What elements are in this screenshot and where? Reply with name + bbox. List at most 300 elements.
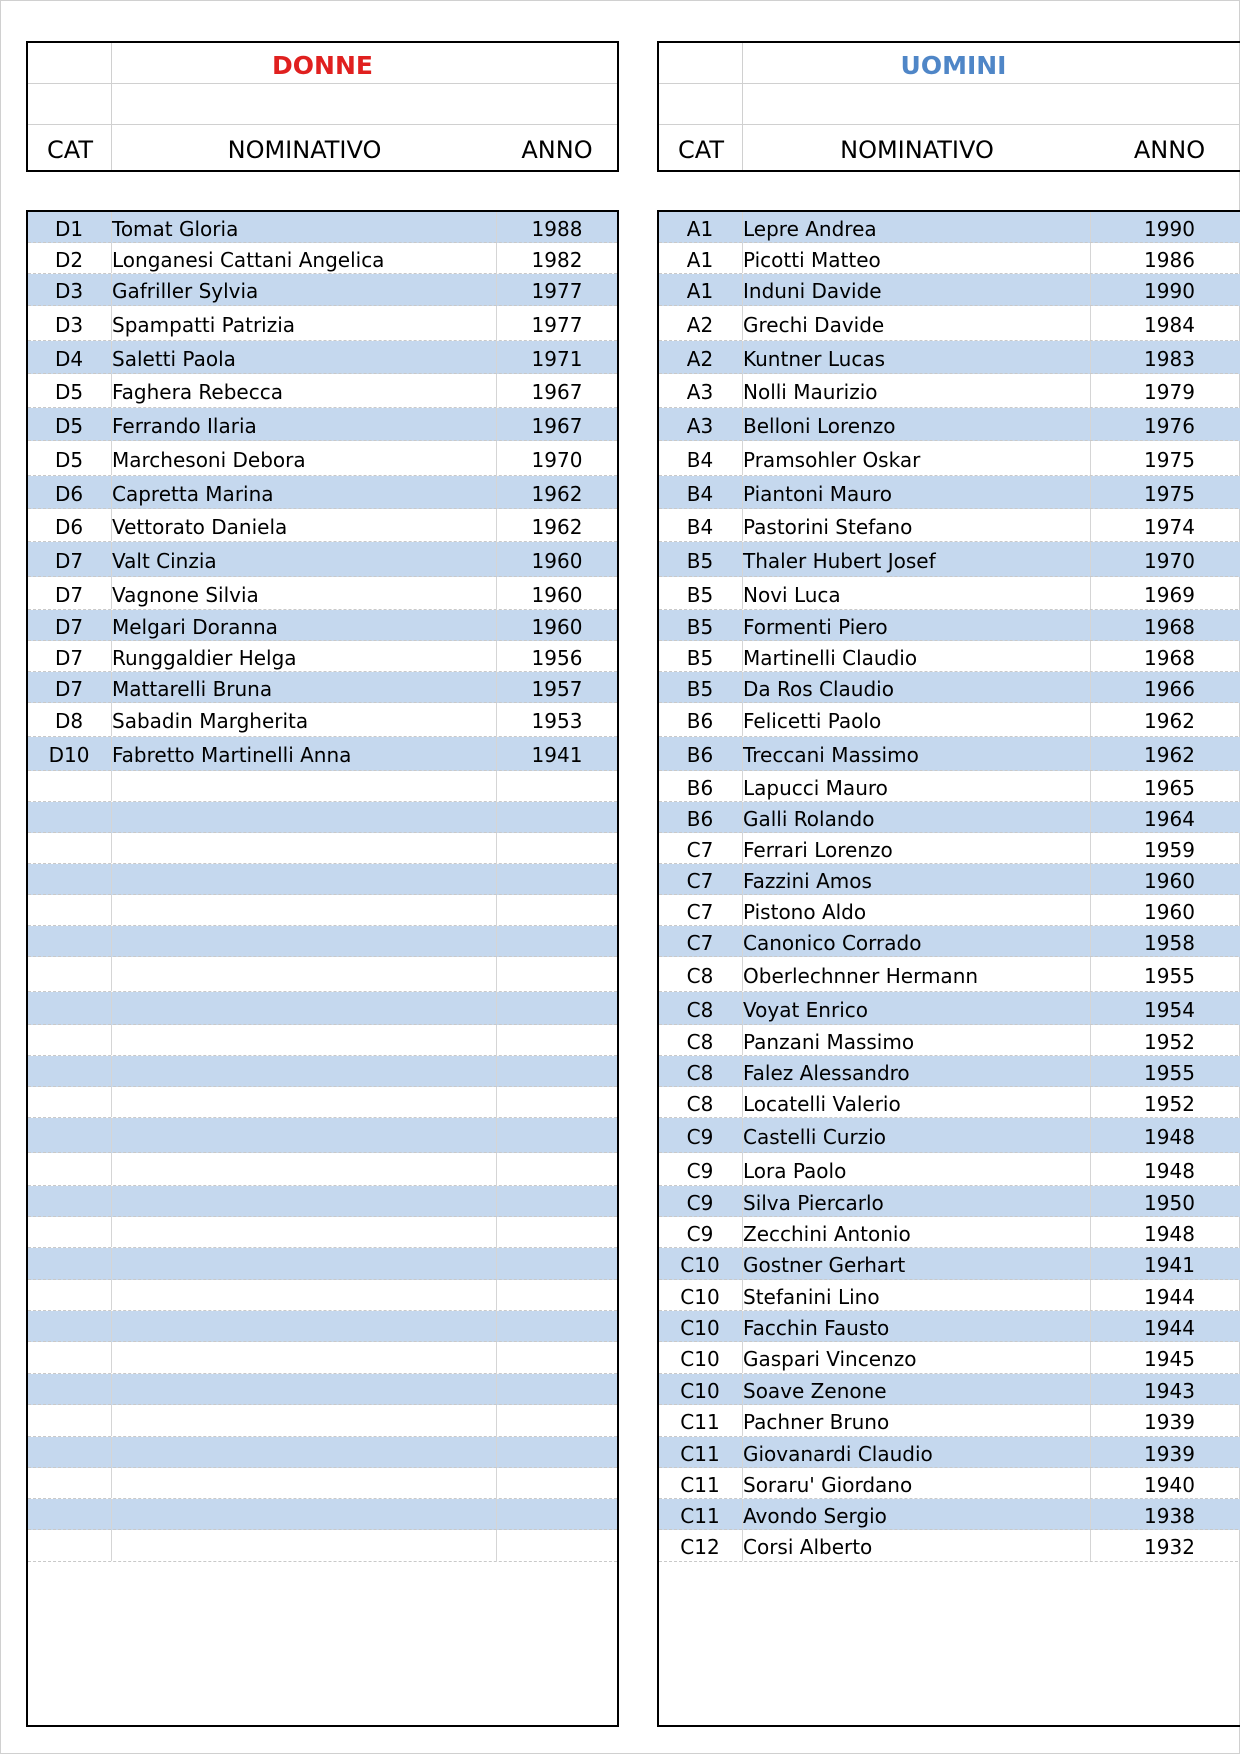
column-divider [111, 771, 112, 801]
cell-cat: A2 [686, 313, 714, 337]
cell-anno: 1983 [1144, 347, 1195, 371]
table-row [659, 1248, 1240, 1280]
column-divider [496, 243, 497, 273]
cell-nominativo: Soave Zenone [743, 1379, 887, 1403]
cell-nominativo: Avondo Sergio [743, 1504, 887, 1528]
cell-anno: 1955 [1144, 1061, 1195, 1085]
cell-anno: 1953 [531, 709, 583, 733]
column-divider [496, 1311, 497, 1341]
cell-cat: C8 [686, 1030, 714, 1054]
cell-cat: B6 [686, 807, 714, 831]
column-divider [111, 1153, 112, 1185]
table-row [28, 1374, 617, 1405]
cell-nominativo: Ferrando Ilaria [112, 414, 257, 438]
cell-nominativo: Thaler Hubert Josef [743, 549, 936, 573]
cell-cat: D5 [54, 414, 84, 438]
table-row [659, 802, 1240, 833]
cell-cat: D3 [54, 279, 84, 303]
column-divider [496, 802, 497, 832]
column-divider [111, 1248, 112, 1279]
cell-cat: C10 [680, 1347, 720, 1371]
cell-anno: 1969 [1144, 583, 1195, 607]
column-divider [111, 1374, 112, 1404]
cell-anno: 1941 [1144, 1253, 1195, 1277]
cell-anno: 1944 [1144, 1316, 1195, 1340]
cell-nominativo: Locatelli Valerio [743, 1092, 901, 1116]
cell-nominativo: Da Ros Claudio [743, 677, 894, 701]
table-row [28, 1311, 617, 1342]
cell-cat: B5 [686, 677, 714, 701]
cell-anno: 1974 [1144, 515, 1195, 539]
column-divider [496, 992, 497, 1024]
table-row [659, 1468, 1240, 1499]
cell-cat: A1 [686, 248, 714, 272]
cell-nominativo: Vagnone Silvia [112, 583, 259, 607]
column-divider [111, 1311, 112, 1341]
column-divider [496, 957, 497, 991]
cell-anno: 1962 [531, 515, 583, 539]
cell-anno: 1975 [1144, 482, 1195, 506]
table-row [659, 672, 1240, 703]
column-divider [111, 1056, 112, 1086]
column-divider [496, 1186, 497, 1216]
donne-table-body [26, 210, 619, 1727]
cell-nominativo: Formenti Piero [743, 615, 888, 639]
column-divider [496, 1342, 497, 1373]
cell-anno: 1944 [1144, 1285, 1195, 1309]
uomini-table-body [657, 210, 1240, 1727]
column-divider [496, 1374, 497, 1404]
column-divider [111, 1499, 112, 1529]
cell-anno: 1955 [1144, 964, 1195, 988]
cell-cat: D7 [54, 677, 84, 701]
cell-cat: A3 [686, 380, 714, 404]
table-row [28, 672, 617, 703]
column-divider [496, 476, 497, 508]
table-row [28, 802, 617, 833]
table-row [28, 1186, 617, 1217]
column-divider [496, 274, 497, 305]
cell-nominativo: Induni Davide [743, 279, 882, 303]
table-row [659, 737, 1240, 771]
column-divider [496, 1087, 497, 1117]
column-divider [496, 1025, 497, 1055]
cell-anno: 1967 [531, 380, 583, 404]
cell-anno: 1965 [1144, 776, 1195, 800]
cell-cat: C10 [680, 1253, 720, 1277]
column-divider [496, 1248, 497, 1279]
table-row [659, 1342, 1240, 1374]
column-divider [496, 1118, 497, 1152]
cell-nominativo: Martinelli Claudio [743, 646, 918, 670]
table-row [28, 992, 617, 1025]
cell-anno: 1986 [1144, 248, 1195, 272]
cell-nominativo: Tomat Gloria [112, 217, 239, 241]
cell-anno: 1960 [1144, 869, 1195, 893]
column-divider [111, 895, 112, 925]
column-divider [111, 1186, 112, 1216]
cell-nominativo: Kuntner Lucas [743, 347, 886, 371]
uomini-title: UOMINI [900, 51, 1007, 80]
table-row [28, 1280, 617, 1311]
cell-anno: 1960 [1144, 900, 1195, 924]
cell-nominativo: Oberlechnner Hermann [743, 964, 979, 988]
cell-nominativo: Giovanardi Claudio [743, 1442, 933, 1466]
cell-nominativo: Valt Cinzia [112, 549, 217, 573]
column-divider [111, 1087, 112, 1117]
column-divider [111, 1405, 112, 1436]
column-divider [496, 610, 497, 640]
cell-anno: 1960 [531, 615, 583, 639]
table-row [28, 1342, 617, 1374]
cell-cat: C9 [686, 1125, 714, 1149]
cell-anno: 1958 [1144, 931, 1195, 955]
table-row [659, 441, 1240, 476]
cell-nominativo: Belloni Lorenzo [743, 414, 896, 438]
cell-cat: D2 [54, 248, 84, 272]
column-divider [496, 926, 497, 956]
cell-nominativo: Corsi Alberto [743, 1535, 873, 1559]
uomini-header-nominativo: NOMINATIVO [840, 136, 994, 164]
table-row [28, 274, 617, 306]
cell-nominativo: Facchin Fausto [743, 1316, 890, 1340]
cell-cat: D7 [54, 615, 84, 639]
table-row [659, 1056, 1240, 1087]
table-row [659, 864, 1240, 895]
cell-nominativo: Soraru' Giordano [743, 1473, 913, 1497]
cell-nominativo: Capretta Marina [112, 482, 274, 506]
cell-anno: 1990 [1144, 279, 1195, 303]
column-divider [496, 864, 497, 894]
cell-anno: 1948 [1144, 1159, 1195, 1183]
cell-cat: D4 [54, 347, 84, 371]
table-row [659, 957, 1240, 992]
table-row [28, 1118, 617, 1153]
cell-anno: 1990 [1144, 217, 1195, 241]
table-row [28, 1153, 617, 1186]
table-row [28, 1248, 617, 1280]
cell-anno: 1970 [1144, 549, 1195, 573]
cell-anno: 1971 [531, 347, 583, 371]
column-divider [496, 1437, 497, 1467]
cell-nominativo: Piantoni Mauro [743, 482, 892, 506]
column-divider [496, 212, 497, 242]
table-row [659, 577, 1240, 610]
cell-anno: 1977 [531, 279, 583, 303]
column-divider [496, 1217, 497, 1247]
table-row [659, 703, 1240, 737]
cell-cat: A2 [686, 347, 714, 371]
cell-nominativo: Grechi Davide [743, 313, 885, 337]
cell-anno: 1959 [1144, 838, 1195, 862]
cell-cat: C11 [680, 1410, 720, 1434]
table-row [659, 1405, 1240, 1437]
cell-cat: A1 [686, 279, 714, 303]
cell-anno: 1967 [531, 414, 583, 438]
cell-cat: D7 [54, 549, 84, 573]
cell-cat: C8 [686, 964, 714, 988]
table-row [659, 306, 1240, 341]
cell-cat: B4 [686, 515, 714, 539]
cell-anno: 1984 [1144, 313, 1195, 337]
table-row [28, 1499, 617, 1530]
cell-nominativo: Nolli Maurizio [743, 380, 878, 404]
cell-nominativo: Runggaldier Helga [112, 646, 297, 670]
table-row [28, 476, 617, 509]
cell-anno: 1966 [1144, 677, 1195, 701]
table-row [659, 1087, 1240, 1118]
cell-nominativo: Saletti Paola [112, 347, 236, 371]
cell-nominativo: Voyat Enrico [743, 998, 868, 1022]
uomini-header-anno: ANNO [1133, 136, 1206, 164]
cell-cat: C8 [686, 1092, 714, 1116]
column-divider [496, 1468, 497, 1498]
column-divider [496, 737, 497, 770]
table-row [659, 274, 1240, 306]
cell-cat: B6 [686, 776, 714, 800]
cell-cat: C9 [686, 1159, 714, 1183]
cell-cat: B4 [686, 448, 714, 472]
column-divider [111, 1437, 112, 1467]
cell-nominativo: Panzani Massimo [743, 1030, 915, 1054]
column-divider [496, 542, 497, 576]
table-row [28, 833, 617, 864]
table-row [28, 641, 617, 672]
cell-anno: 1948 [1144, 1125, 1195, 1149]
cell-nominativo: Pachner Bruno [743, 1410, 890, 1434]
table-row [659, 641, 1240, 672]
cell-nominativo: Gaspari Vincenzo [743, 1347, 917, 1371]
column-divider [496, 306, 497, 340]
cell-cat: C10 [680, 1316, 720, 1340]
table-row [659, 610, 1240, 641]
cell-anno: 1970 [531, 448, 583, 472]
table-row [28, 243, 617, 274]
column-divider [496, 577, 497, 609]
table-row [659, 243, 1240, 274]
table-row [28, 864, 617, 895]
table-row [28, 1530, 617, 1562]
cell-cat: C9 [686, 1222, 714, 1246]
donne-title: DONNE [272, 51, 373, 80]
uomini-header [657, 41, 1240, 172]
table-row [659, 374, 1240, 408]
cell-nominativo: Spampatti Patrizia [112, 313, 296, 337]
cell-anno: 1948 [1144, 1222, 1195, 1246]
cell-cat: D1 [54, 217, 84, 241]
cell-anno: 1939 [1144, 1410, 1195, 1434]
cell-nominativo: Melgari Doranna [112, 615, 278, 639]
cell-anno: 1962 [1144, 743, 1195, 767]
table-row [659, 1280, 1240, 1311]
table-row [28, 1468, 617, 1499]
table-row [28, 610, 617, 641]
column-divider [111, 957, 112, 991]
cell-cat: C7 [686, 838, 714, 862]
cell-cat: C7 [686, 931, 714, 955]
column-divider [496, 408, 497, 440]
table-row [28, 957, 617, 992]
table-row [659, 895, 1240, 926]
table-row [659, 509, 1240, 542]
column-divider [496, 703, 497, 736]
table-row [659, 992, 1240, 1025]
cell-nominativo: Falez Alessandro [743, 1061, 910, 1085]
table-row [28, 1087, 617, 1118]
cell-cat: B5 [686, 583, 714, 607]
cell-cat: C7 [686, 900, 714, 924]
table-row [659, 1499, 1240, 1530]
table-row [28, 737, 617, 771]
cell-anno: 1938 [1144, 1504, 1195, 1528]
cell-cat: B5 [686, 646, 714, 670]
cell-anno: 1952 [1144, 1030, 1195, 1054]
column-divider [111, 1025, 112, 1055]
table-row [28, 542, 617, 577]
table-row [659, 476, 1240, 509]
cell-cat: C11 [680, 1473, 720, 1497]
column-divider [111, 1280, 112, 1310]
cell-cat: C8 [686, 1061, 714, 1085]
table-row [659, 1311, 1240, 1342]
cell-cat: C7 [686, 869, 714, 893]
cell-cat: A1 [686, 217, 714, 241]
cell-nominativo: Sabadin Margherita [112, 709, 309, 733]
table-row [28, 1056, 617, 1087]
cell-cat: D7 [54, 583, 84, 607]
column-divider [496, 1530, 497, 1561]
table-row [659, 1186, 1240, 1217]
table-row [659, 926, 1240, 957]
cell-anno: 1962 [531, 482, 583, 506]
cell-cat: C10 [680, 1379, 720, 1403]
cell-anno: 1954 [1144, 998, 1195, 1022]
column-divider [496, 1056, 497, 1086]
table-row [28, 577, 617, 610]
table-row [28, 771, 617, 802]
column-divider [111, 992, 112, 1024]
column-divider [111, 1342, 112, 1373]
column-divider [111, 1118, 112, 1152]
cell-nominativo: Pramsohler Oskar [743, 448, 921, 472]
table-row [28, 374, 617, 408]
cell-cat: C9 [686, 1191, 714, 1215]
table-row [28, 441, 617, 476]
cell-cat: C10 [680, 1285, 720, 1309]
column-divider [496, 341, 497, 373]
column-divider [496, 672, 497, 702]
table-row [28, 306, 617, 341]
cell-cat: D5 [54, 448, 84, 472]
table-row [659, 341, 1240, 374]
donne-header-anno: ANNO [521, 136, 593, 164]
cell-nominativo: Galli Rolando [743, 807, 875, 831]
cell-cat: B6 [686, 709, 714, 733]
column-divider [496, 771, 497, 801]
cell-anno: 1945 [1144, 1347, 1195, 1371]
column-divider [496, 1405, 497, 1436]
cell-anno: 1982 [531, 248, 583, 272]
donne-header-cat: CAT [47, 136, 93, 164]
cell-anno: 1975 [1144, 448, 1195, 472]
table-row [659, 833, 1240, 864]
table-row [659, 212, 1240, 243]
cell-nominativo: Canonico Corrado [743, 931, 922, 955]
cell-cat: B5 [686, 615, 714, 639]
column-divider [496, 441, 497, 475]
cell-nominativo: Longanesi Cattani Angelica [112, 248, 385, 272]
table-row [28, 408, 617, 441]
column-divider [111, 833, 112, 863]
table-row [659, 1118, 1240, 1153]
cell-cat: B6 [686, 743, 714, 767]
cell-cat: D8 [54, 709, 84, 733]
column-divider [496, 509, 497, 541]
cell-nominativo: Gostner Gerhart [743, 1253, 906, 1277]
cell-anno: 1950 [1144, 1191, 1195, 1215]
table-row [28, 926, 617, 957]
cell-cat: C11 [680, 1442, 720, 1466]
cell-nominativo: Picotti Matteo [743, 248, 881, 272]
cell-nominativo: Gafriller Sylvia [112, 279, 259, 303]
cell-nominativo: Fazzini Amos [743, 869, 872, 893]
table-row [659, 1437, 1240, 1468]
cell-anno: 1940 [1144, 1473, 1195, 1497]
cell-anno: 1960 [531, 583, 583, 607]
cell-anno: 1932 [1144, 1535, 1195, 1559]
cell-anno: 1957 [531, 677, 583, 701]
cell-anno: 1979 [1144, 380, 1195, 404]
cell-nominativo: Fabretto Martinelli Anna [112, 743, 352, 767]
table-row [659, 1374, 1240, 1405]
cell-cat: B5 [686, 549, 714, 573]
cell-anno: 1968 [1144, 646, 1195, 670]
column-divider [111, 1468, 112, 1498]
cell-nominativo: Lepre Andrea [743, 217, 877, 241]
table-row [28, 509, 617, 542]
cell-anno: 1962 [1144, 709, 1195, 733]
column-divider [496, 895, 497, 925]
cell-cat: D7 [54, 646, 84, 670]
table-row [28, 1217, 617, 1248]
column-divider [496, 1499, 497, 1529]
cell-cat: C11 [680, 1504, 720, 1528]
cell-cat: C8 [686, 998, 714, 1022]
cell-nominativo: Lapucci Mauro [743, 776, 888, 800]
table-row [28, 341, 617, 374]
cell-nominativo: Lora Paolo [743, 1159, 847, 1183]
cell-nominativo: Silva Piercarlo [743, 1191, 884, 1215]
table-row [28, 1437, 617, 1468]
cell-anno: 1952 [1144, 1092, 1195, 1116]
cell-nominativo: Castelli Curzio [743, 1125, 886, 1149]
column-divider [496, 1280, 497, 1310]
cell-cat: D6 [54, 515, 84, 539]
column-divider [496, 374, 497, 407]
table-row [659, 771, 1240, 802]
column-divider [496, 833, 497, 863]
donne-header [26, 41, 619, 172]
cell-anno: 1943 [1144, 1379, 1195, 1403]
table-row [28, 703, 617, 737]
column-divider [111, 802, 112, 832]
table-row [659, 1153, 1240, 1186]
cell-nominativo: Treccani Massimo [743, 743, 919, 767]
cell-cat: D5 [54, 380, 84, 404]
cell-anno: 1976 [1144, 414, 1195, 438]
cell-nominativo: Pistono Aldo [743, 900, 867, 924]
cell-nominativo: Marchesoni Debora [112, 448, 306, 472]
